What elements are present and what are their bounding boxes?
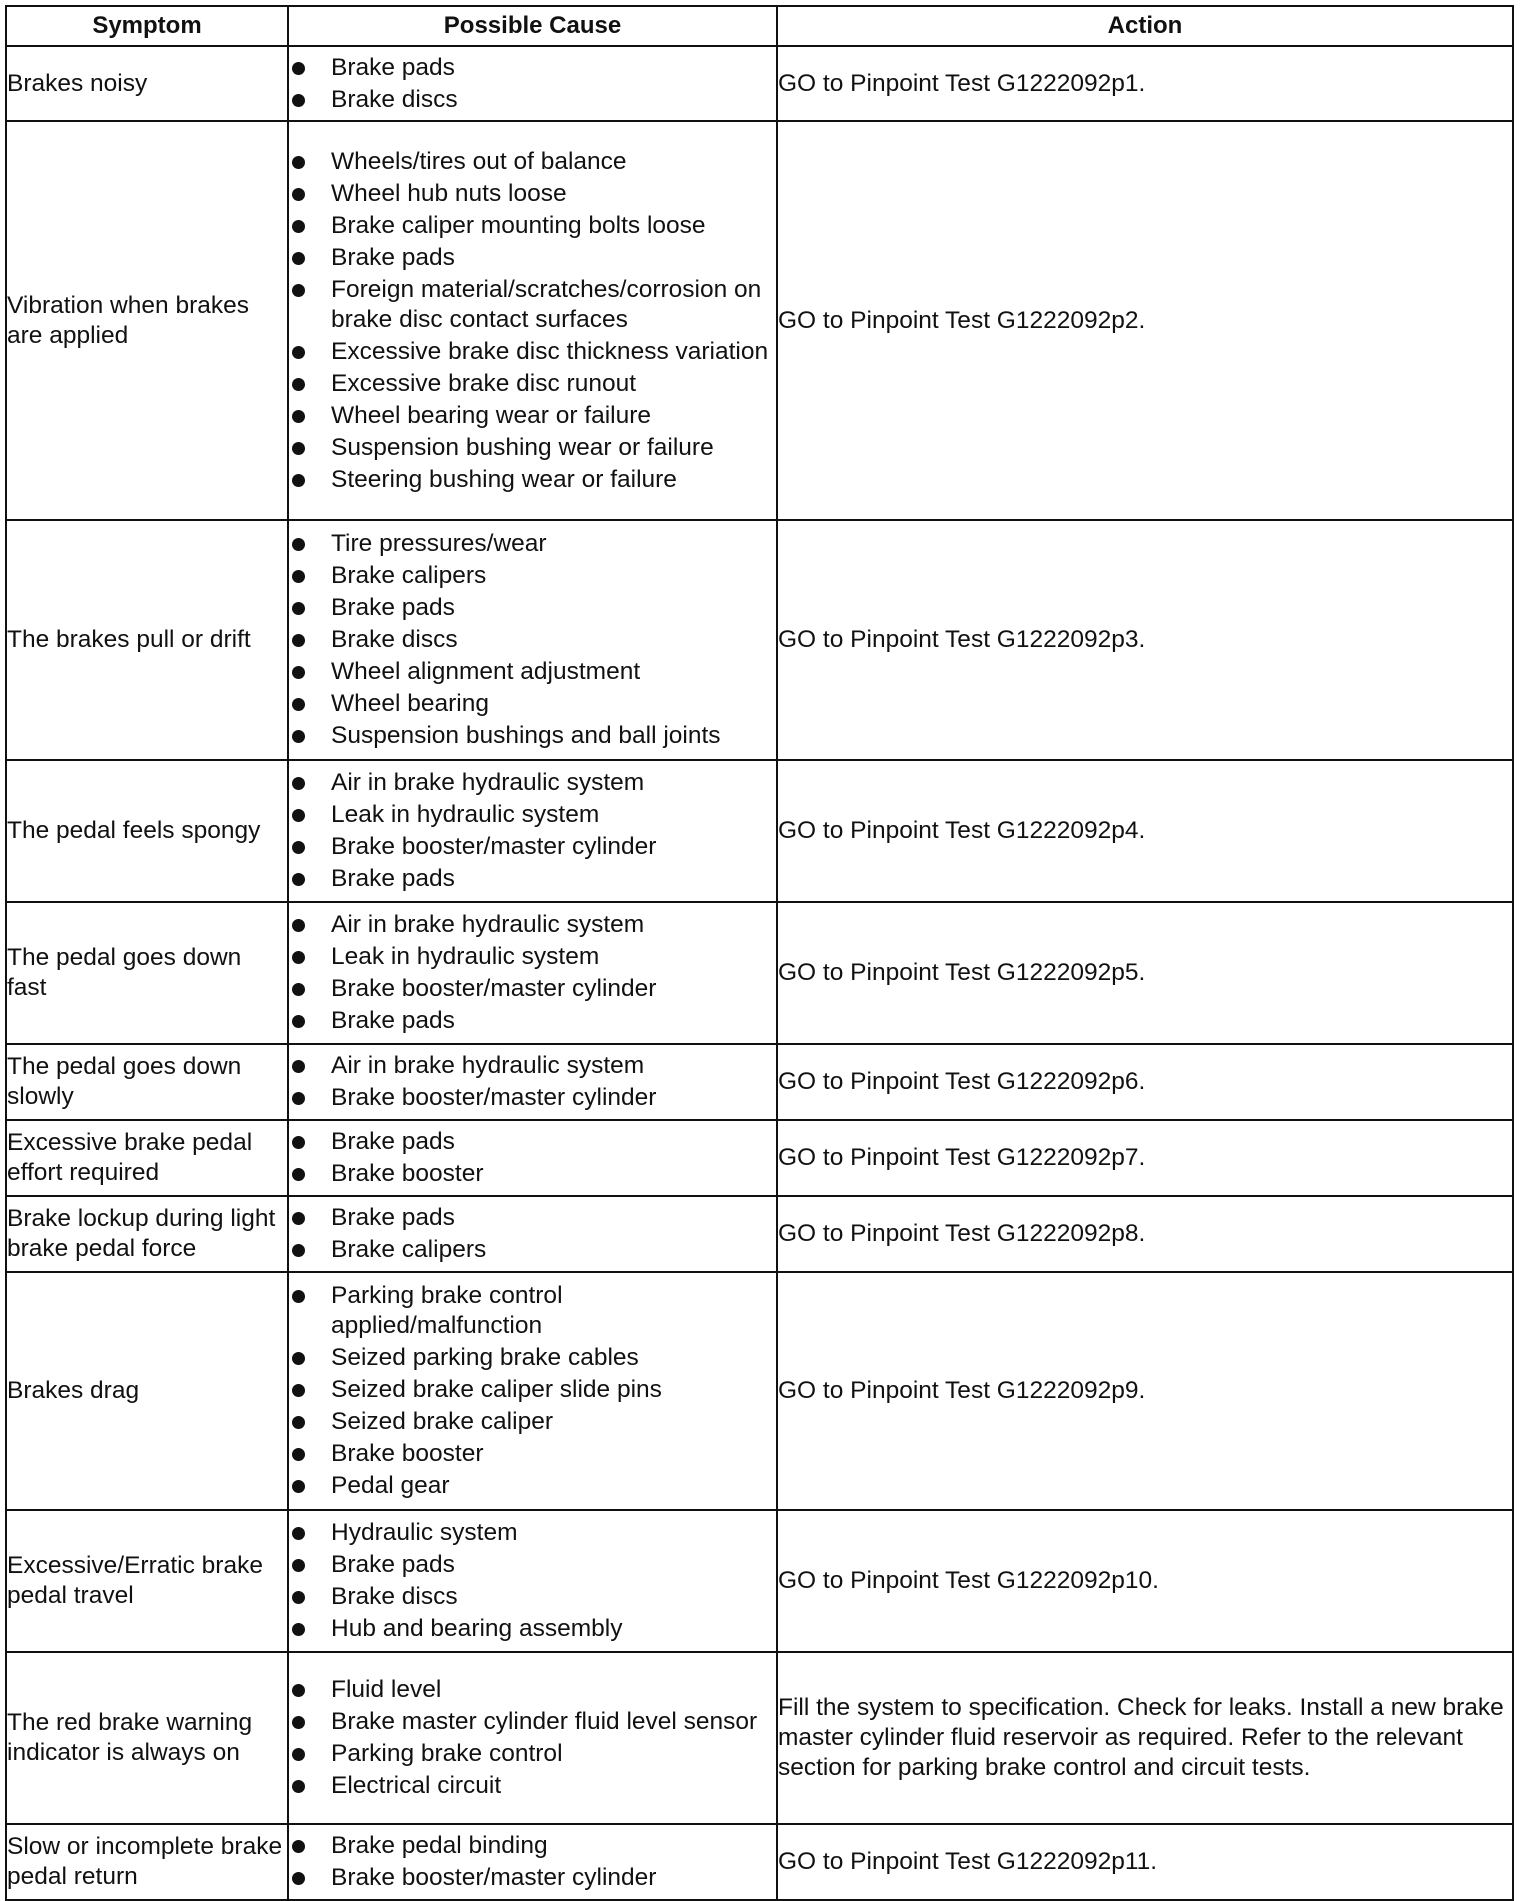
action-cell: GO to Pinpoint Test G1222092p7. [777,1120,1513,1196]
cause-text: Hub and bearing assembly [331,1615,623,1642]
cause-list-item [289,1771,776,1801]
bullet-icon [292,1559,305,1572]
cause-text: Brake discs [331,626,458,653]
cause-list [289,1203,776,1265]
cause-list-item [289,465,776,495]
cause-list [289,53,776,115]
cause-list-item [289,721,776,751]
cause-list-item [289,1439,776,1469]
possible-cause-cell [288,1044,777,1120]
symptom-cell: The red brake warning indicator is always on [6,1652,288,1824]
bullet-icon [292,188,305,201]
symptom-cell: The pedal goes down fast [6,902,288,1044]
bullet-icon [292,156,305,169]
cause-list-item [289,337,776,367]
cause-text: Brake pads [331,594,455,621]
cause-list-item [289,243,776,273]
table-row [6,520,1513,760]
cause-list-item [289,768,776,798]
cause-list-item [289,593,776,623]
cause-text: Brake booster/master cylinder [331,1084,657,1111]
symptom-cell: Excessive brake pedal effort required [6,1120,288,1196]
cause-list-item [289,1739,776,1769]
cause-list-item [289,1675,776,1705]
action-cell: GO to Pinpoint Test G1222092p11. [777,1824,1513,1900]
bullet-icon [292,1060,305,1073]
cause-text: Excessive brake disc runout [331,369,637,397]
cause-text: Seized parking brake cables [331,1344,639,1371]
cause-list-item [289,1203,776,1233]
action-column-header: Action [777,6,1513,46]
cause-list-item [289,800,776,830]
cause-text: Pedal gear [331,1472,450,1499]
action-cell: GO to Pinpoint Test G1222092p4. [777,760,1513,902]
cause-text: Brake pads [331,1551,455,1578]
bullet-icon [292,284,305,297]
cause-text: Brake pads [331,865,455,892]
cause-text: Brake booster/master cylinder [331,833,657,860]
cause-list-item [289,1863,776,1893]
cause-list [289,1831,776,1893]
table-row [6,760,1513,902]
cause-text: Brake discs [331,85,458,113]
cause-list-item [289,1159,776,1189]
table-row [6,1510,1513,1652]
diagnostic-table-container [5,5,1514,1901]
cause-text: Parking brake control applied/malfunction [331,1282,563,1339]
cause-list-item [289,657,776,687]
cause-list-item [289,625,776,655]
bullet-icon [292,602,305,615]
cause-list-item [289,1083,776,1113]
cause-list-item [289,85,776,115]
action-cell: GO to Pinpoint Test G1222092p9. [777,1272,1513,1510]
bullet-icon [292,220,305,233]
bullet-icon [292,951,305,964]
bullet-icon [292,919,305,932]
bullet-icon [292,570,305,583]
cause-text: Seized brake caliper slide pins [331,1376,662,1403]
bullet-icon [292,1092,305,1105]
cause-list-item [289,1127,776,1157]
cause-list-item [289,942,776,972]
bullet-icon [292,698,305,711]
bullet-icon [292,1780,305,1793]
cause-text: Air in brake hydraulic system [331,911,645,938]
cause-list [289,1051,776,1113]
cause-list [289,147,776,495]
table-row [6,902,1513,1044]
cause-list-item [289,369,776,399]
bullet-icon [292,1840,305,1853]
cause-list [289,1518,776,1644]
cause-text: Electrical circuit [331,1772,502,1799]
cause-list-item [289,179,776,209]
symptom-cell: Brakes drag [6,1272,288,1510]
bullet-icon [292,1480,305,1493]
cause-text: Wheel hub nuts loose [331,179,567,207]
bullet-icon [292,1684,305,1697]
bullet-icon [292,730,305,743]
cause-text: Brake pads [331,243,455,271]
cause-list-item [289,433,776,463]
cause-text: Brake pads [331,1204,455,1231]
cause-text: Air in brake hydraulic system [331,1052,645,1079]
possible-cause-cell [288,46,777,121]
cause-list-item [289,1051,776,1081]
cause-list-item [289,1471,776,1501]
cause-text: Wheel alignment adjustment [331,658,641,685]
cause-text: Excessive brake disc thickness variation [331,337,769,365]
bullet-icon [292,1168,305,1181]
cause-text: Brake pads [331,1128,455,1155]
table-row [6,1120,1513,1196]
cause-list-item [289,561,776,591]
cause-list-item [289,974,776,1004]
symptom-cell: Vibration when brakes are applied [6,121,288,520]
cause-list-item [289,147,776,177]
bullet-icon [292,1416,305,1429]
cause-list [289,1127,776,1189]
cause-list-item [289,1518,776,1548]
cause-text: Steering bushing wear or failure [331,465,677,493]
cause-list-item [289,689,776,719]
bullet-icon [292,1716,305,1729]
possible-cause-cell [288,1652,777,1824]
cause-text: Wheel bearing [331,690,489,717]
table-row [6,1196,1513,1272]
cause-list-item [289,1831,776,1861]
bullet-icon [292,378,305,391]
cause-text: Leak in hydraulic system [331,943,600,970]
cause-list-item [289,53,776,83]
symptom-chart-table [5,5,1514,1901]
cause-text: Brake pads [331,1007,455,1034]
possible-cause-cell [288,520,777,760]
bullet-icon [292,1212,305,1225]
cause-list-item [289,1375,776,1405]
bullet-icon [292,634,305,647]
bullet-icon [292,1448,305,1461]
bullet-icon [292,1384,305,1397]
symptom-column-header: Symptom [6,6,288,46]
possible-cause-cell [288,1196,777,1272]
cause-list [289,1281,776,1501]
cause-list-item [289,211,776,241]
bullet-icon [292,873,305,886]
possible-cause-cell [288,1120,777,1196]
symptom-cell: The brakes pull or drift [6,520,288,760]
bullet-icon [292,62,305,75]
cause-list-item [289,1343,776,1373]
cause-text: Parking brake control [331,1740,563,1767]
bullet-icon [292,666,305,679]
cause-text: Brake caliper mounting bolts loose [331,211,706,239]
action-cell: GO to Pinpoint Test G1222092p5. [777,902,1513,1044]
cause-text: Brake booster/master cylinder [331,975,657,1002]
bullet-icon [292,809,305,822]
cause-list [289,910,776,1036]
cause-text: Air in brake hydraulic system [331,769,645,796]
cause-list [289,1675,776,1801]
bullet-icon [292,252,305,265]
bullet-icon [292,1290,305,1303]
symptom-cell: Brake lockup during light brake pedal force [6,1196,288,1272]
action-cell: GO to Pinpoint Test G1222092p10. [777,1510,1513,1652]
symptom-cell: Brakes noisy [6,46,288,121]
possible-cause-cell [288,1824,777,1900]
cause-text: Brake pads [331,53,455,81]
cause-text: Brake discs [331,1583,458,1610]
cause-list-item [289,864,776,894]
possible-cause-column-header: Possible Cause [288,6,777,46]
symptom-cell: The pedal goes down slowly [6,1044,288,1120]
bullet-icon [292,983,305,996]
bullet-icon [292,1748,305,1761]
cause-text: Wheel bearing wear or failure [331,401,652,429]
possible-cause-cell [288,121,777,520]
action-cell: GO to Pinpoint Test G1222092p1. [777,46,1513,121]
bullet-icon [292,1015,305,1028]
cause-text: Brake booster/master cylinder [331,1864,657,1891]
symptom-cell: Excessive/Erratic brake pedal travel [6,1510,288,1652]
cause-text: Brake calipers [331,1236,487,1263]
bullet-icon [292,1244,305,1257]
possible-cause-cell [288,902,777,1044]
symptom-cell: The pedal feels spongy [6,760,288,902]
table-row [6,1272,1513,1510]
cause-list-item [289,1281,776,1341]
cause-list-item [289,1407,776,1437]
bullet-icon [292,1872,305,1885]
bullet-icon [292,841,305,854]
possible-cause-cell [288,1510,777,1652]
bullet-icon [292,538,305,551]
action-cell: Fill the system to specification. Check for leaks. Install a new brake master cylinder fluid reservoir as required. Refer to the relevant section for parking brake control and circuit tests. [777,1652,1513,1824]
cause-text: Hydraulic system [331,1519,518,1546]
bullet-icon [292,1352,305,1365]
cause-list-item [289,1550,776,1580]
table-row [6,121,1513,520]
bullet-icon [292,474,305,487]
cause-text: Brake booster [331,1160,484,1187]
cause-text: Tire pressures/wear [331,530,547,557]
table-body [6,46,1513,1900]
cause-text: Seized brake caliper [331,1408,553,1435]
cause-list-item [289,1235,776,1265]
table-row [6,46,1513,121]
header-row [6,6,1513,46]
bullet-icon [292,94,305,107]
cause-text: Foreign material/scratches/corrosion on brake disc contact surfaces [331,275,762,333]
cause-text: Suspension bushings and ball joints [331,722,721,749]
cause-text: Fluid level [331,1676,442,1703]
bullet-icon [292,1136,305,1149]
cause-text: Suspension bushing wear or failure [331,433,714,461]
cause-list-item [289,1707,776,1737]
cause-list-item [289,1582,776,1612]
symptom-cell: Slow or incomplete brake pedal return [6,1824,288,1900]
bullet-icon [292,442,305,455]
cause-text: Brake calipers [331,562,487,589]
cause-text: Brake booster [331,1440,484,1467]
action-cell: GO to Pinpoint Test G1222092p6. [777,1044,1513,1120]
cause-list-item [289,910,776,940]
bullet-icon [292,1591,305,1604]
possible-cause-cell [288,760,777,902]
table-row [6,1044,1513,1120]
table-row [6,1652,1513,1824]
cause-text: Brake pedal binding [331,1832,548,1859]
bullet-icon [292,1623,305,1636]
bullet-icon [292,346,305,359]
cause-list-item [289,401,776,431]
bullet-icon [292,1527,305,1540]
cause-text: Leak in hydraulic system [331,801,600,828]
cause-list-item [289,1006,776,1036]
action-cell: GO to Pinpoint Test G1222092p2. [777,121,1513,520]
action-cell: GO to Pinpoint Test G1222092p8. [777,1196,1513,1272]
possible-cause-cell [288,1272,777,1510]
cause-list [289,768,776,894]
cause-list-item [289,1614,776,1644]
cause-list-item [289,832,776,862]
bullet-icon [292,410,305,423]
cause-list [289,529,776,751]
cause-text: Brake master cylinder fluid level sensor [331,1708,758,1735]
table-row [6,1824,1513,1900]
cause-list-item [289,529,776,559]
action-cell: GO to Pinpoint Test G1222092p3. [777,520,1513,760]
cause-list-item [289,275,776,335]
cause-text: Wheels/tires out of balance [331,147,627,175]
bullet-icon [292,777,305,790]
